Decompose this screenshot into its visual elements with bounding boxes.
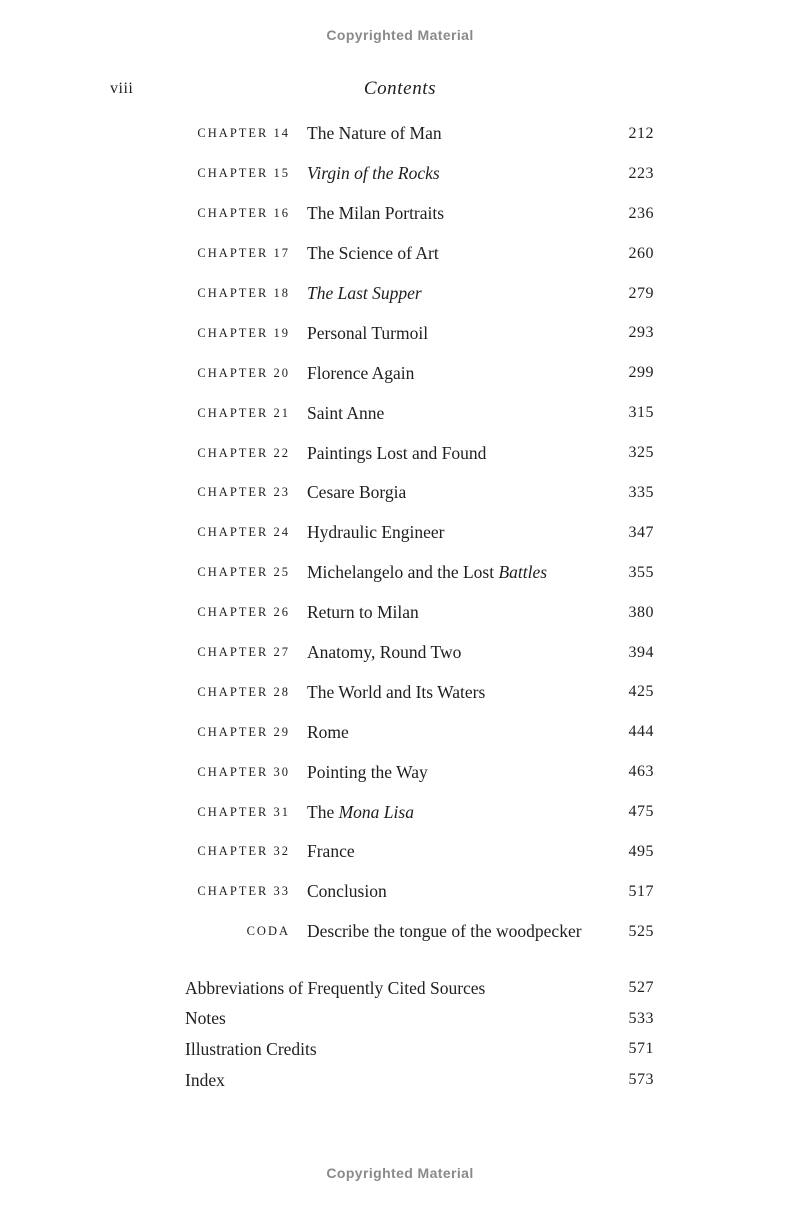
chapter-label: CHAPTER 31 [197,804,290,819]
chapter-title: The Milan Portraits [307,203,445,224]
page-number: 325 [628,444,654,462]
page-number: 573 [628,1071,654,1089]
page-number: 212 [628,124,654,142]
page-number: 525 [628,922,654,940]
chapter-title: Saint Anne [307,402,385,423]
back-matter-list [185,973,654,1095]
page-number: 223 [628,164,654,182]
toc-row [185,393,654,433]
chapter-label: CHAPTER 14 [197,126,290,141]
toc-row [185,672,654,712]
page-number: 394 [628,643,654,661]
toc-row [185,832,654,872]
chapter-label: CHAPTER 16 [197,206,290,221]
chapter-title: Rome [307,721,349,742]
chapter-label: CHAPTER 21 [197,405,290,420]
copyright-banner-top: Copyrighted Material [326,27,474,43]
chapter-label: CHAPTER 29 [197,724,290,739]
page-number: 293 [628,324,654,342]
chapter-title: Describe the tongue of the woodpecker [307,921,582,942]
page-number: 495 [628,842,654,860]
chapter-label: CHAPTER 25 [197,565,290,580]
backmatter-row [185,1065,654,1096]
toc-row [185,194,654,234]
chapter-title: Conclusion [307,881,387,902]
chapter-label: CHAPTER 33 [197,884,290,899]
backmatter-row [185,973,654,1004]
toc-row [185,792,654,832]
chapter-label: CHAPTER 20 [197,365,290,380]
page-number: 571 [628,1040,654,1058]
chapter-label: CHAPTER 19 [197,325,290,340]
chapter-title: Pointing the Way [307,761,428,782]
chapter-label: CHAPTER 22 [197,445,290,460]
toc-row [185,154,654,194]
backmatter-title: Illustration Credits [185,1038,317,1059]
chapter-title: Hydraulic Engineer [307,522,445,543]
page-number: 236 [628,204,654,222]
chapter-title: Florence Again [307,362,415,383]
toc-row [185,872,654,912]
contents-heading: Contents [363,78,437,99]
chapter-title: The Science of Art [307,243,439,264]
page-number: 299 [628,364,654,382]
chapter-label: CHAPTER 26 [197,605,290,620]
page-number: 260 [628,244,654,262]
toc-row [185,633,654,673]
chapter-title: The Nature of Man [307,123,442,144]
backmatter-title: Notes [185,1008,226,1029]
page-number: 527 [628,979,654,997]
toc-row [185,473,654,513]
page-number: 463 [628,763,654,781]
page-number: 335 [628,483,654,501]
toc-row [185,593,654,633]
folio-page-number: viii [110,80,134,97]
copyright-banner-bottom: Copyrighted Material [326,1165,474,1181]
page-number: 475 [628,803,654,821]
page-number: 315 [628,404,654,422]
backmatter-title: Abbreviations of Frequently Cited Sources [185,977,486,998]
toc-row [185,712,654,752]
chapter-title: The World and Its Waters [307,681,486,702]
page-number: 355 [628,563,654,581]
page-header [0,78,800,102]
page-number: 444 [628,723,654,741]
chapter-title: Return to Milan [307,602,419,623]
chapter-title: Personal Turmoil [307,322,429,343]
chapter-label: CHAPTER 15 [197,166,290,181]
chapter-title: Cesare Borgia [307,482,407,503]
page-number: 347 [628,523,654,541]
toc-row [185,513,654,553]
page-number: 517 [628,882,654,900]
chapter-label: CHAPTER 17 [197,246,290,261]
chapter-label: CHAPTER 18 [197,286,290,300]
page-number: 279 [628,284,654,302]
chapter-label: CODA [246,924,290,939]
toc-row [185,912,654,952]
chapter-label: CHAPTER 24 [197,525,290,540]
chapter-title: Paintings Lost and Found [307,442,487,463]
page-number: 380 [628,603,654,621]
toc-row [185,752,654,792]
chapter-label: CHAPTER 27 [197,645,290,660]
chapter-title: The Last Supper [307,283,422,303]
chapter-label: CHAPTER 30 [197,764,290,779]
chapter-title: Virgin of the Rocks [307,163,440,184]
toc-row [185,234,654,274]
toc-row [185,553,654,593]
toc-row [185,353,654,393]
toc-row [185,433,654,473]
toc-row [185,274,654,314]
chapter-label: CHAPTER 23 [197,485,290,500]
chapter-title: Anatomy, Round Two [307,642,462,663]
backmatter-row [185,1034,654,1065]
chapter-title: The Mona Lisa [307,801,414,822]
chapter-title: Michelangelo and the Lost Battles [307,562,548,583]
toc-row [185,313,654,353]
chapter-title: France [307,841,355,862]
table-of-contents [185,114,654,952]
chapter-label: CHAPTER 32 [197,844,290,859]
page-number: 425 [628,683,654,701]
backmatter-title: Index [185,1069,225,1090]
backmatter-row [185,1004,654,1035]
chapter-label: CHAPTER 28 [197,684,290,699]
page-number: 533 [628,1009,654,1027]
toc-row [185,114,654,154]
